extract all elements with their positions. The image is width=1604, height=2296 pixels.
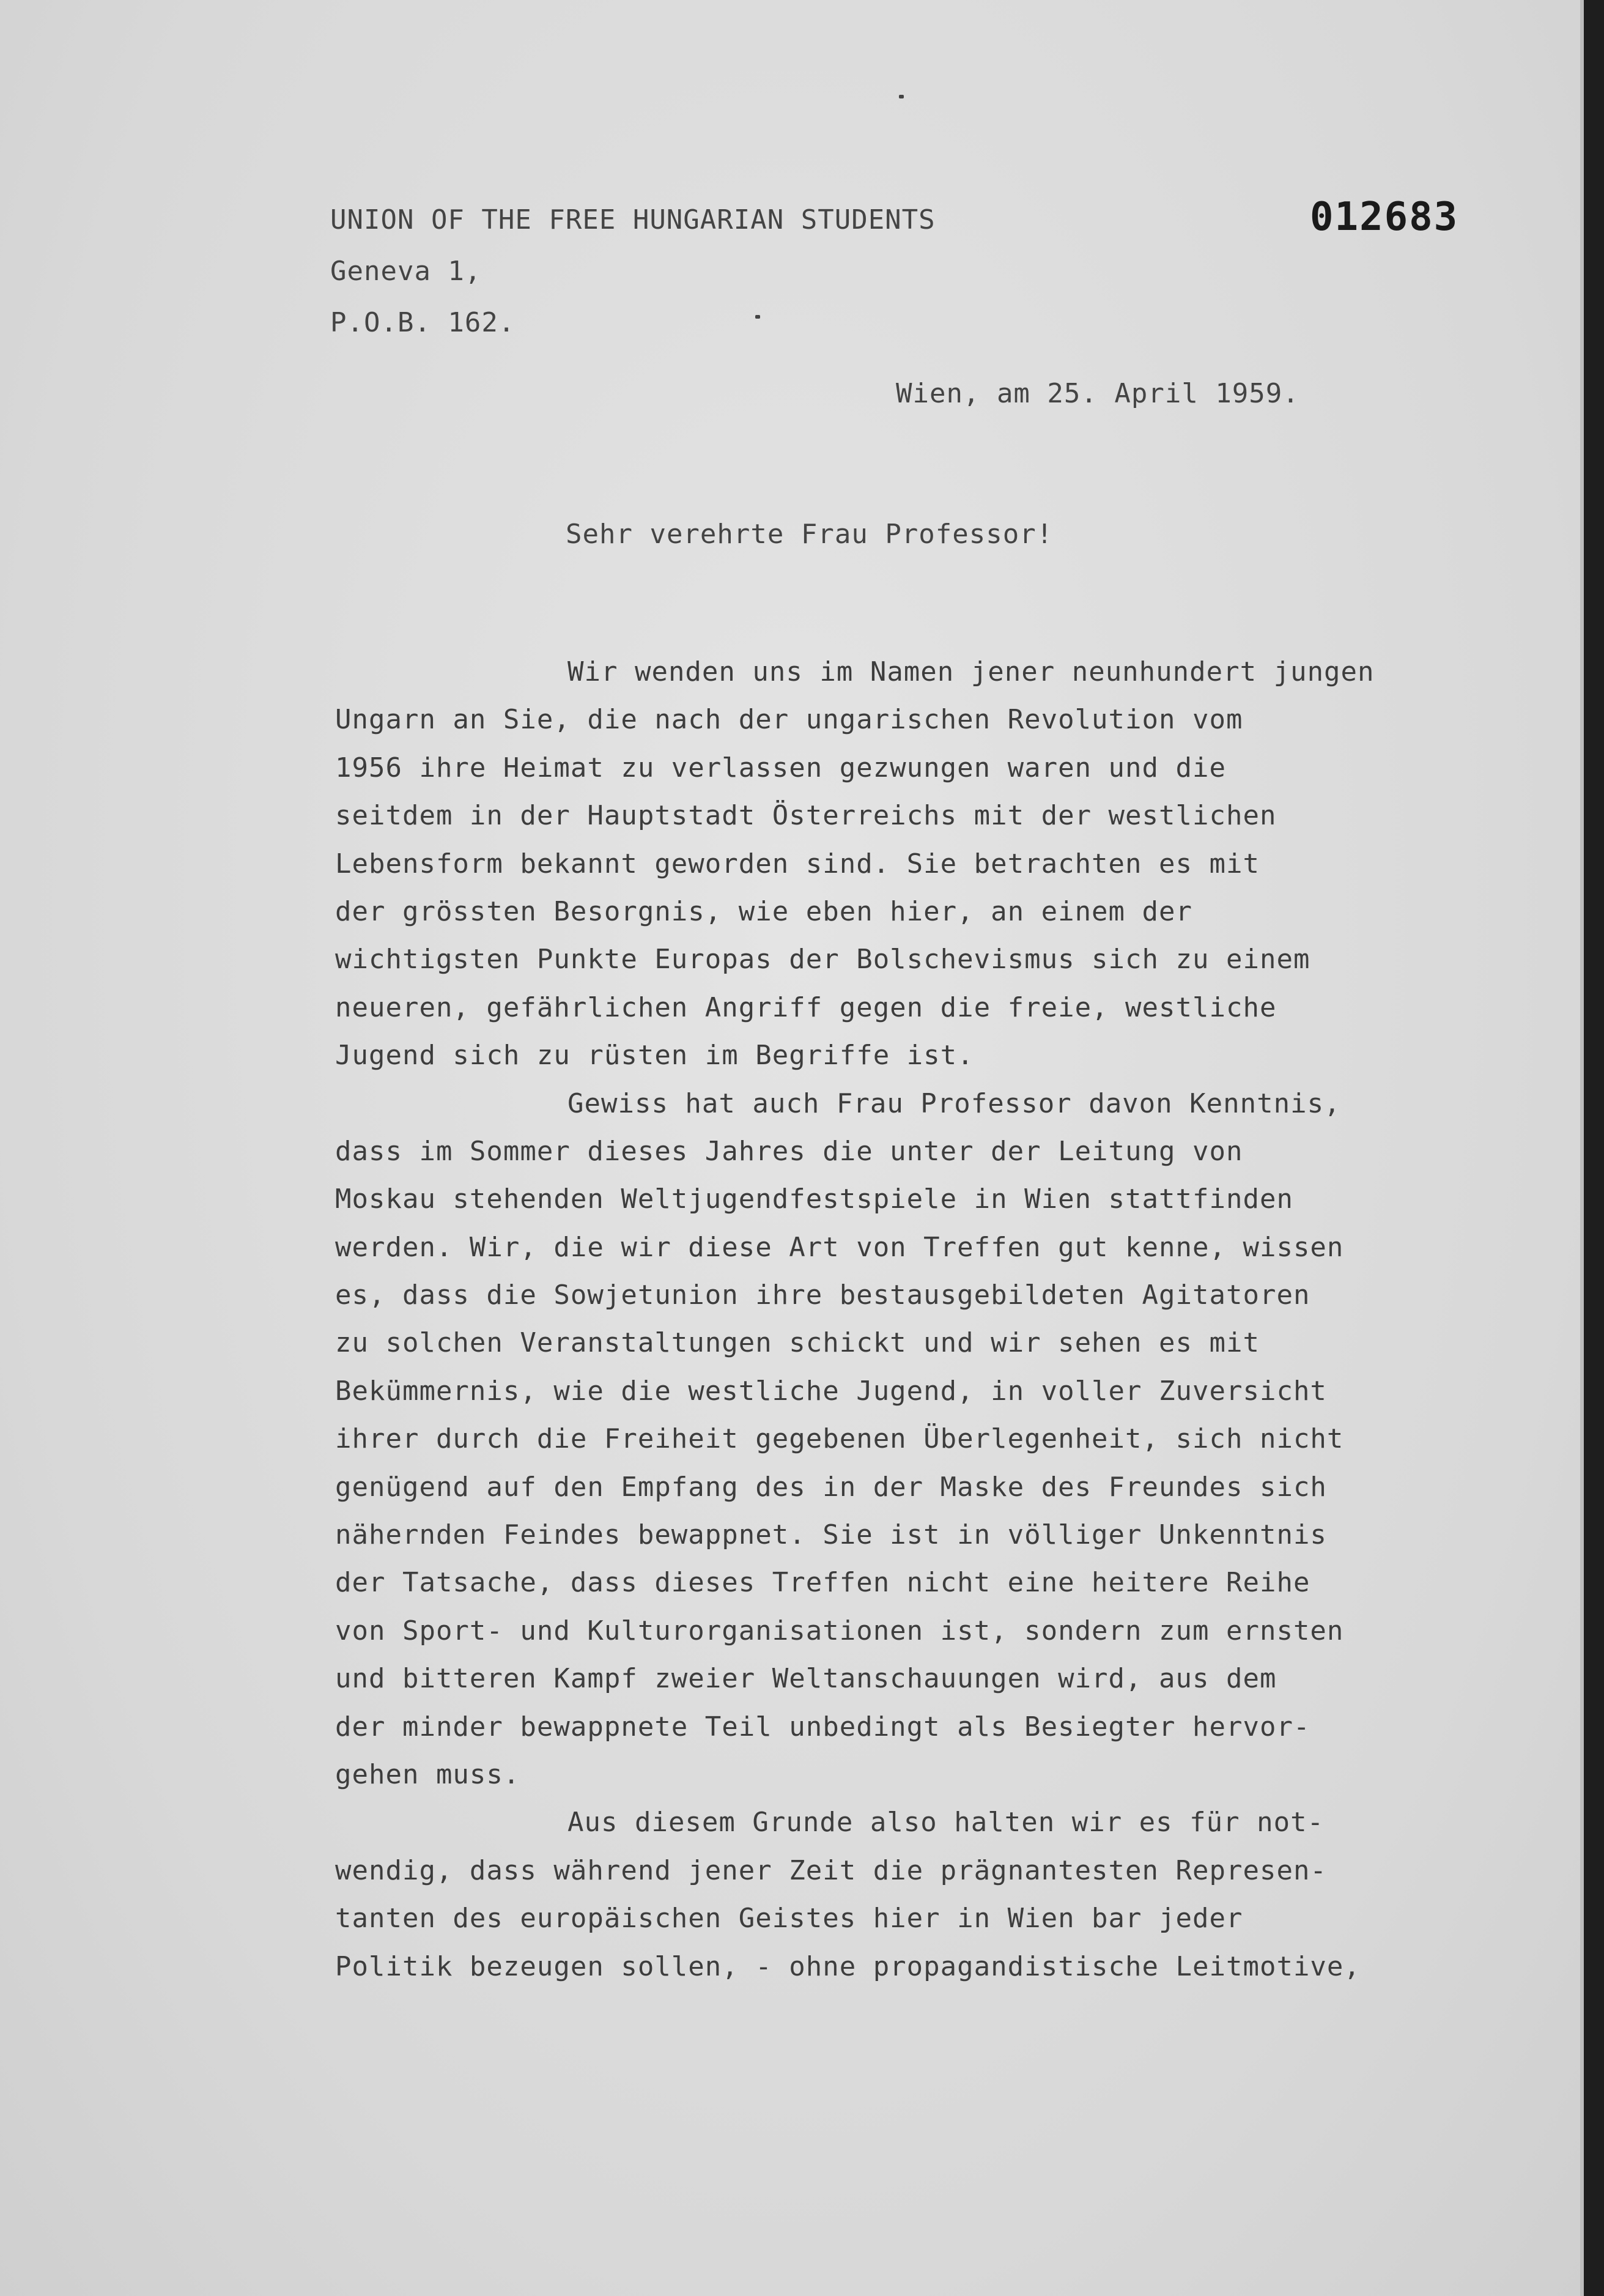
body-line: dass im Sommer dieses Jahres die unter der Leitung von: [335, 1135, 1243, 1167]
body-line: 1956 ihre Heimat zu verlassen gezwungen waren und die: [335, 752, 1226, 783]
body-line: Aus diesem Grunde also halten wir es für not-: [567, 1807, 1325, 1839]
body-line: zu solchen Veranstaltungen schickt und wir sehen es mit: [335, 1327, 1260, 1359]
paper-speck: [899, 95, 904, 98]
letterhead-organization: UNION OF THE FREE HUNGARIAN STUDENTS: [330, 204, 936, 235]
body-line: Wir wenden uns im Namen jener neunhundert jungen: [567, 656, 1375, 687]
body-line: Gewiss hat auch Frau Professor davon Kenntnis,: [567, 1087, 1341, 1119]
body-line: wendig, dass während jener Zeit die prägnantesten Represen-: [335, 1854, 1327, 1886]
body-line: Politik bezeugen sollen, - ohne propagandistische Leitmotive,: [335, 1950, 1361, 1982]
body-line: es, dass die Sowjetunion ihre bestausgebildeten Agitatoren: [335, 1279, 1310, 1311]
body-line: Lebensform bekannt geworden sind. Sie betrachten es mit: [335, 848, 1260, 880]
body-line: Moskau stehenden Weltjugendfestspiele in Wien stattfinden: [335, 1183, 1293, 1215]
letterhead-pob: P.O.B. 162.: [330, 307, 516, 338]
body-line: der minder bewappnete Teil unbedingt als Besiegter hervor-: [335, 1711, 1310, 1742]
letter-body: [335, 648, 1497, 1991]
body-line: Bekümmernis, wie die westliche Jugend, in voller Zuversicht: [335, 1375, 1327, 1407]
letterhead: [330, 194, 936, 349]
letterhead-city: Geneva 1,: [330, 256, 482, 287]
document-number: 012683: [1310, 194, 1459, 240]
body-line: wichtigsten Punkte Europas der Bolschevismus sich zu einem: [335, 944, 1310, 976]
body-line: der grössten Besorgnis, wie eben hier, an einem der: [335, 895, 1193, 927]
body-line: und bitteren Kampf zweier Weltanschauungen wird, aus dem: [335, 1663, 1277, 1695]
body-line: von Sport- und Kulturorganisationen ist, sondern zum ernsten: [335, 1615, 1344, 1646]
body-line: neueren, gefährlichen Angriff gegen die freie, westliche: [335, 991, 1277, 1023]
scan-border: [1584, 0, 1604, 2296]
body-line: werden. Wir, die wir diese Art von Treffen gut kenne, wissen: [335, 1231, 1344, 1263]
salutation: Sehr verehrte Frau Professor!: [566, 519, 1054, 550]
body-line: seitdem in der Hauptstadt Österreichs mit der westlichen: [335, 800, 1277, 832]
body-line: gehen muss.: [335, 1758, 520, 1790]
body-line: der Tatsache, dass dieses Treffen nicht eine heitere Reihe: [335, 1567, 1310, 1599]
body-line: genügend auf den Empfang des in der Maske des Freundes sich: [335, 1471, 1327, 1503]
body-line: Jugend sich zu rüsten im Begriffe ist.: [335, 1040, 974, 1072]
body-line: ihrer durch die Freiheit gegebenen Überlegenheit, sich nicht: [335, 1423, 1344, 1455]
body-line: tanten des europäischen Geistes hier in Wien bar jeder: [335, 1903, 1243, 1935]
body-line: nähernden Feindes bewappnet. Sie ist in völliger Unkenntnis: [335, 1519, 1327, 1551]
date-line: Wien, am 25. April 1959.: [896, 378, 1299, 409]
body-line: Ungarn an Sie, die nach der ungarischen Revolution vom: [335, 704, 1243, 736]
